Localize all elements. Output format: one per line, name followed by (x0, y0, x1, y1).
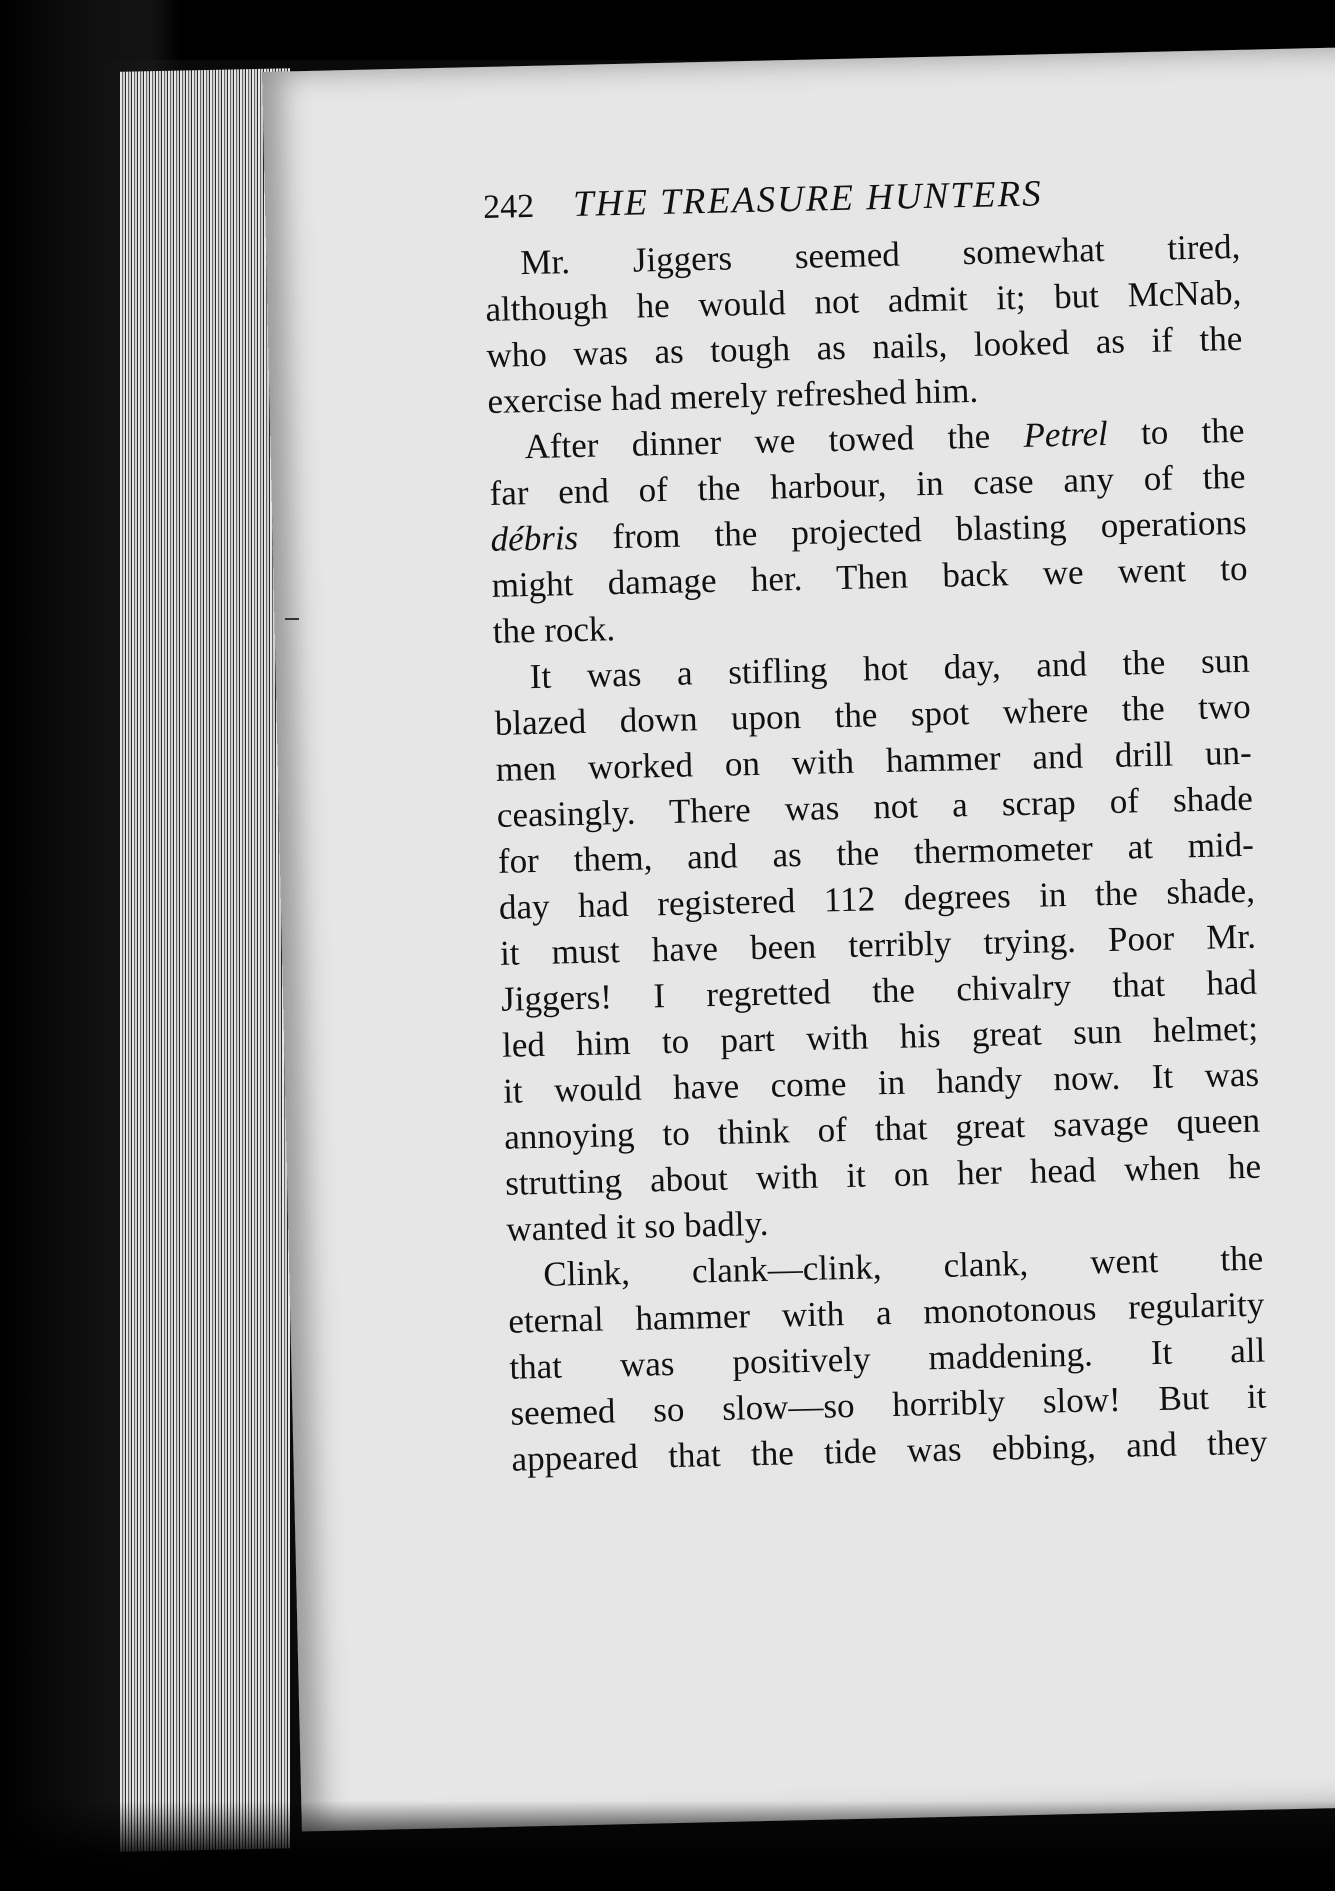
text-line: annoying to think of that great savage queen (503, 1100, 1261, 1157)
body-text (484, 224, 1268, 1483)
paragraph-3 (493, 638, 1262, 1253)
running-head (483, 169, 1184, 228)
text-line: led him to part with his great sun helmet; (501, 1008, 1259, 1065)
text-line: men worked on with hammer and drill un- (495, 732, 1253, 789)
text-line: exercise had merely refreshed him. (487, 370, 979, 421)
paragraph-4 (507, 1236, 1268, 1483)
bottom-shadow (0, 1801, 1335, 1891)
text-line: that was positively maddening. It all (509, 1330, 1266, 1387)
italic-word: Petrel (1023, 413, 1109, 455)
text-line: the rock. (492, 609, 616, 651)
text-line: strutting about with it on her head when he (504, 1146, 1262, 1203)
paragraph-1 (484, 224, 1244, 425)
text-line: day had registered 112 degrees in the shade, (498, 870, 1256, 927)
text-line: seemed so slow—so horribly slow! But it (510, 1376, 1267, 1433)
text-line: far end of the harbour, in case any of the (489, 456, 1246, 513)
text-line: although he would not admit it; but McNab, (485, 272, 1242, 329)
text-line: it must have been terribly trying. Poor Mr. (499, 916, 1257, 973)
text-line: Mr. Jiggers seemed somewhat tired, (519, 226, 1241, 283)
text-line: appeared that the tide was ebbing, and they (511, 1422, 1268, 1479)
text-line: it would have come in handy now. It was (502, 1054, 1260, 1111)
top-shadow (0, 0, 1335, 60)
margin-mark (285, 618, 299, 620)
book-page (262, 47, 1335, 1832)
text-line: wanted it so badly. (505, 1203, 769, 1249)
text-line: for them, and as the thermometer at mid- (497, 824, 1255, 881)
paragraph-2 (488, 408, 1249, 655)
book-title: THE TREASURE HUNTERS (572, 173, 1044, 225)
italic-word: débris (490, 517, 579, 559)
text-line: It was a stifling hot day, and the sun (529, 640, 1251, 697)
page-edges (120, 68, 290, 1852)
text-line: might damage her. Then back we went to (491, 548, 1248, 605)
text-line: débris from the projected blasting operations (490, 502, 1247, 559)
page-number: 242 (482, 187, 535, 227)
text-line: Jiggers! I regretted the chivalry that had (500, 962, 1258, 1019)
text-line: ceasingly. There was not a scrap of shade (496, 778, 1254, 835)
text-line: blazed down upon the spot where the two (494, 686, 1252, 743)
text-line: Clink, clank—clink, clank, went the (542, 1238, 1264, 1294)
text-line: eternal hammer with a monotonous regularity (507, 1284, 1265, 1341)
text-line: After dinner we towed the Petrel to the (524, 410, 1245, 467)
text-line: who was as tough as nails, looked as if the (486, 318, 1243, 375)
